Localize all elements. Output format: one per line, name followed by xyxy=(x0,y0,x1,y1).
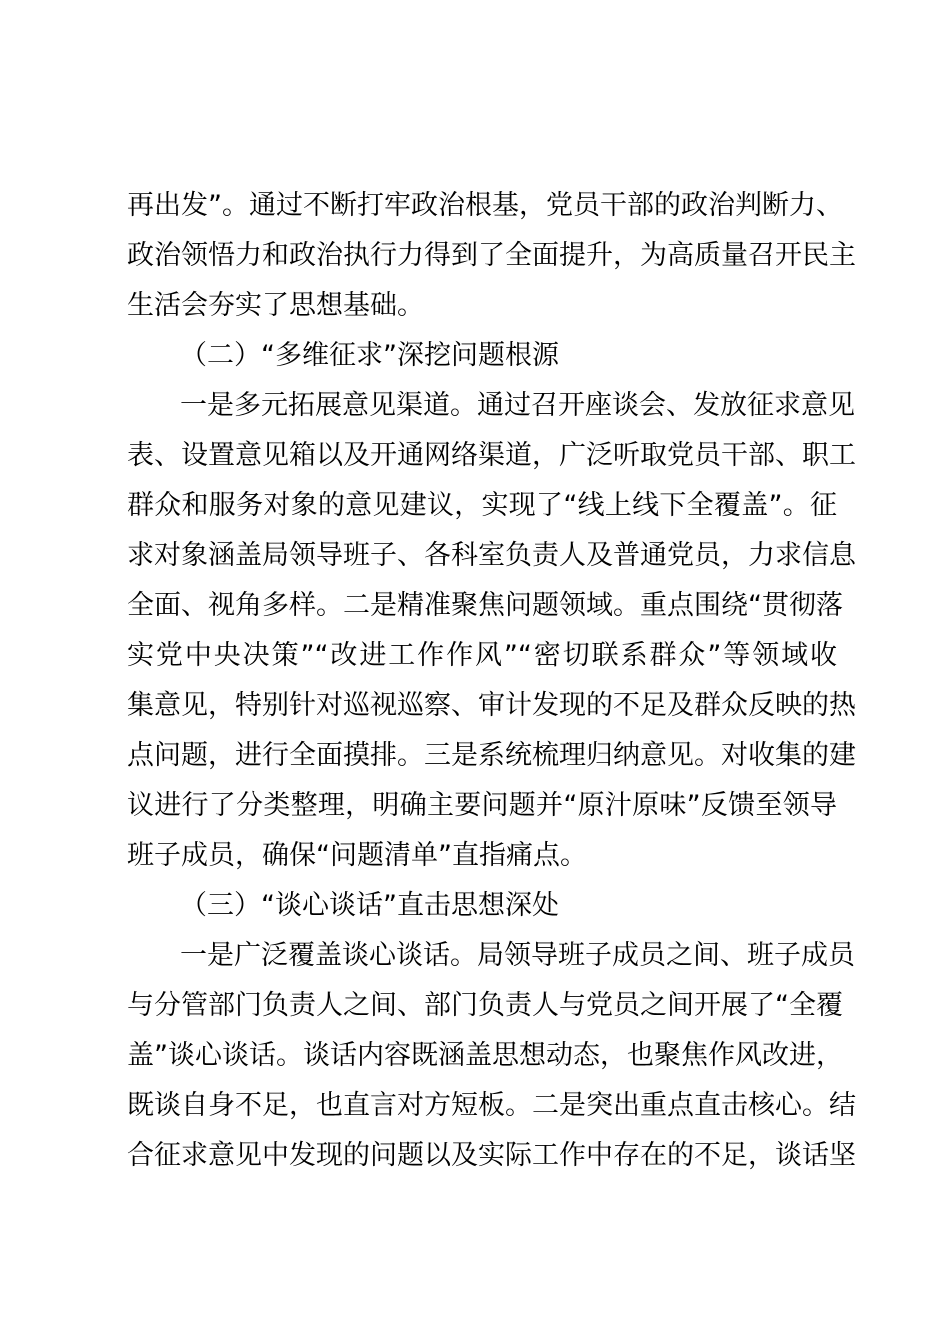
body-line: 盖”谈心谈话。谈话内容既涵盖思想动态，也聚焦作风改进， xyxy=(127,1040,843,1071)
body-line: 议进行了分类整理，明确主要问题并“原汁原味”反馈至领导 xyxy=(127,790,837,821)
body-line: 政治领悟力和政治执行力得到了全面提升，为高质量召开民主 xyxy=(127,240,856,271)
body-line: 一是多元拓展意见渠道。通过召开座谈会、发放征求意见 xyxy=(180,390,855,421)
body-line: 一是广泛覆盖谈心谈话。局领导班子成员之间、班子成员 xyxy=(180,940,855,971)
body-line: 既谈自身不足，也直言对方短板。二是突出重点直击核心。结 xyxy=(127,1090,856,1121)
body-line: 集意见，特别针对巡视巡察、审计发现的不足及群众反映的热 xyxy=(127,690,856,721)
body-line: 生活会夯实了思想基础。 xyxy=(127,290,424,321)
section-heading: （二）“多维征求”深挖问题根源 xyxy=(180,340,559,371)
body-line: 表、设置意见箱以及开通网络渠道，广泛听取党员干部、职工 xyxy=(127,440,856,471)
body-line: 实党中央决策”“改进工作作风”“密切联系群众”等领域收 xyxy=(127,640,837,671)
body-line: 班子成员，确保“问题清单”直指痛点。 xyxy=(127,840,587,871)
body-line: 点问题，进行全面摸排。三是系统梳理归纳意见。对收集的建 xyxy=(127,740,856,771)
body-line: 与分管部门负责人之间、部门负责人与党员之间开展了“全覆 xyxy=(127,990,843,1021)
section-heading: （三）“谈心谈话”直击思想深处 xyxy=(180,890,559,921)
body-line: 合征求意见中发现的问题以及实际工作中存在的不足，谈话坚 xyxy=(127,1140,856,1171)
body-line: 全面、视角多样。二是精准聚焦问题领域。重点围绕“贯彻落 xyxy=(127,590,843,621)
body-line: 群众和服务对象的意见建议，实现了“线上线下全覆盖”。征 xyxy=(127,490,837,521)
body-line: 再出发”。通过不断打牢政治根基，党员干部的政治判断力、 xyxy=(127,190,843,221)
body-line: 求对象涵盖局领导班子、各科室负责人及普通党员，力求信息 xyxy=(127,540,856,571)
